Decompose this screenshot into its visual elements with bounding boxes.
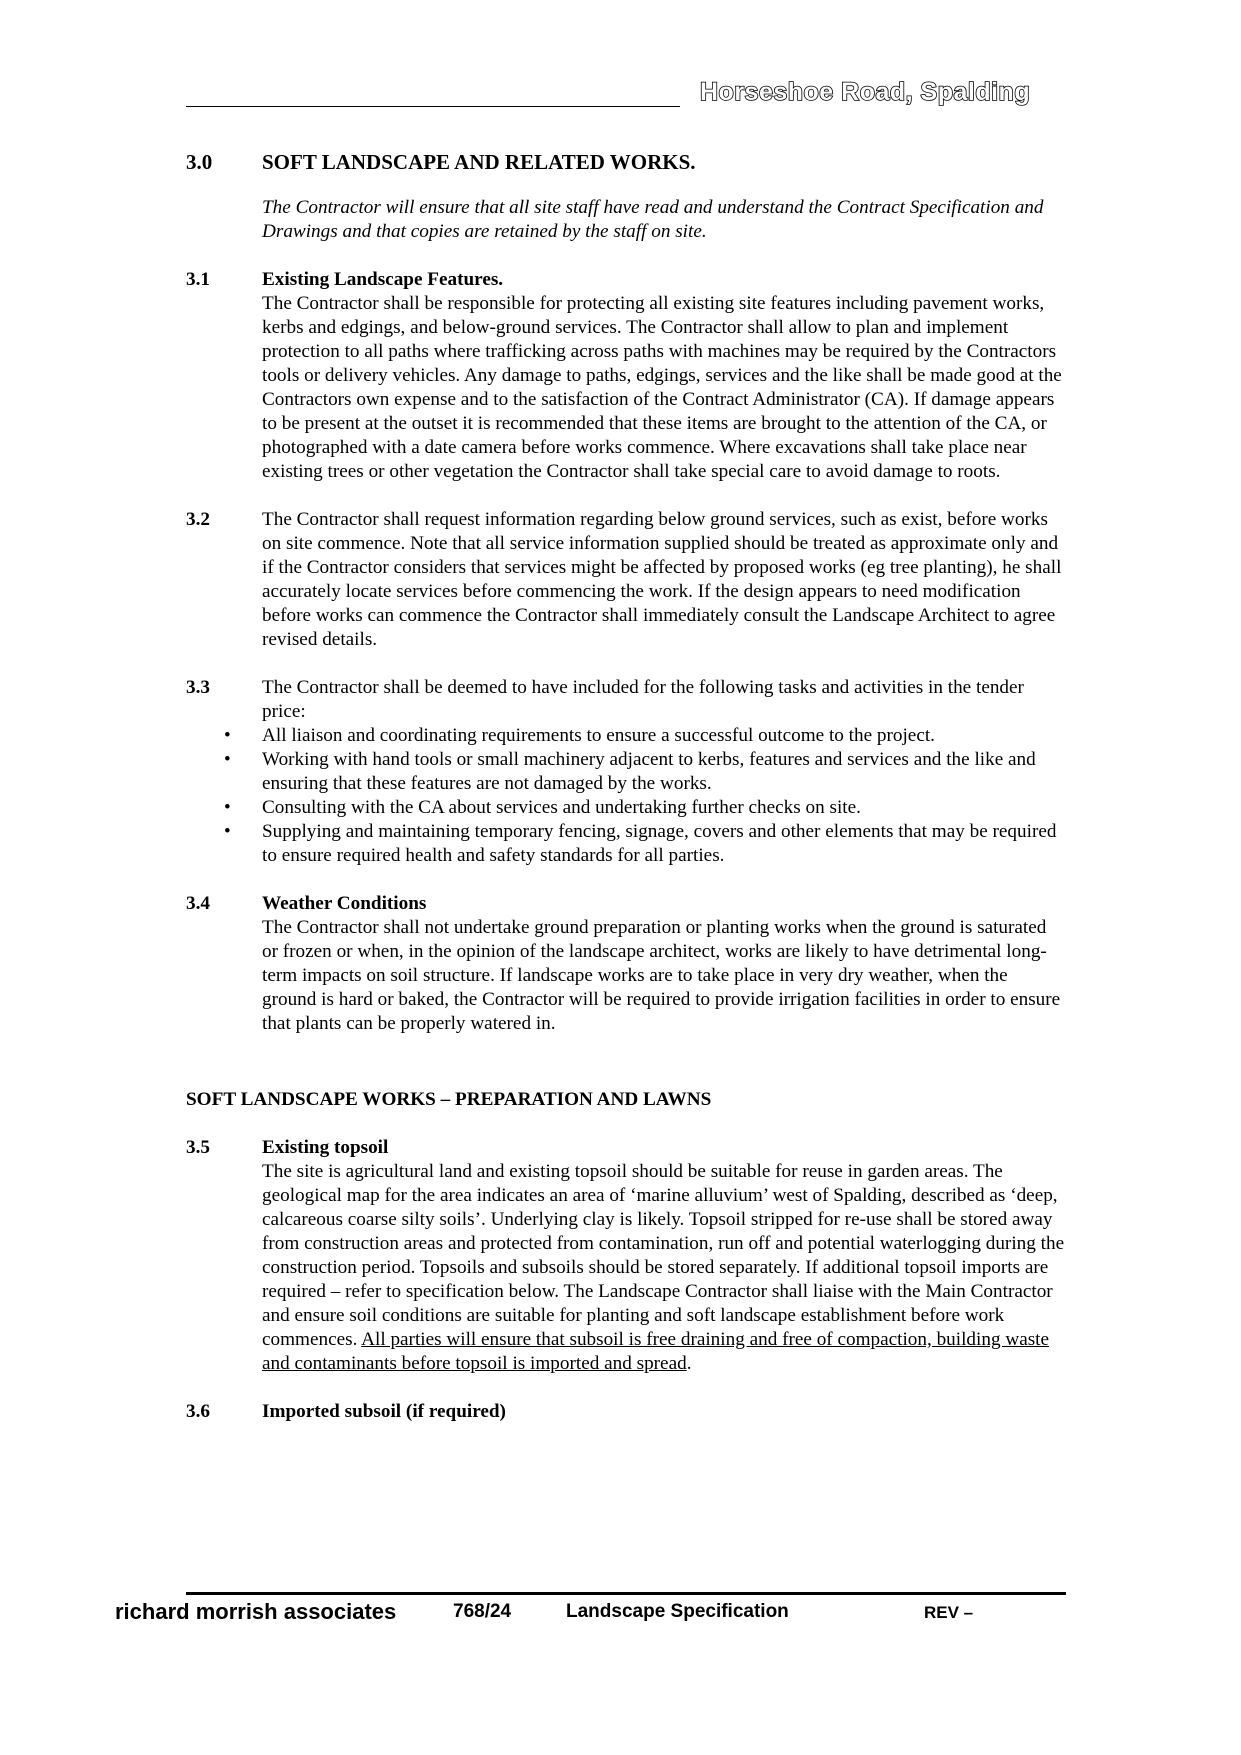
section-text: The Contractor shall be deemed to have included for the following tasks and activities in the tender price: bbox=[262, 677, 1024, 722]
section-number: 3.5 bbox=[186, 1137, 210, 1158]
section-text-end: . bbox=[686, 1353, 692, 1374]
section-3-3 bbox=[186, 676, 1066, 868]
footer-company: richard morrish associates bbox=[115, 1599, 397, 1624]
subsection-heading: SOFT LANDSCAPE WORKS – PREPARATION AND LAWNS bbox=[186, 1089, 712, 1110]
section-text: The Contractor shall request information regarding below ground services, such as exist, before works on site commence. Note that all service information supplied should be treated as approximate only and if the Contractor considers that services might be affected by proposed works (eg tree planting), he shall accurately locate services before commencing the work. If the design appears to need modification before works can commence the Contractor shall immediately consult the Landscape Architect to agree revised details. bbox=[262, 509, 1062, 650]
section-text bbox=[262, 1160, 1066, 1376]
section-3-0 bbox=[186, 150, 1066, 196]
section-text-main: The site is agricultural land and existing topsoil should be suitable for reuse in garden areas. The geological map for the area indicates an area of ‘marine alluvium’ west of Spalding, described as ‘deep, calcareous coarse silty soils’. Underlying clay is likely. Topsoil stripped for re-use shall be stored away from construction areas and protected from contamination, run off and potential waterlogging during the construction period. Topsoils and subsoils should be stored separately. If additional topsoil imports are required – refer to specification below. The Landscape Contractor shall liaise with the Main Contractor and ensure soil conditions are suitable for planting and soft landscape establishment before work commences. bbox=[262, 1161, 1065, 1350]
footer-job-number: 768/24 bbox=[453, 1601, 512, 1622]
section-3-2 bbox=[186, 508, 1066, 652]
section-number: 3.6 bbox=[186, 1401, 210, 1422]
section-number: 3.4 bbox=[186, 893, 210, 914]
intro-text: The Contractor will ensure that all site staff have read and understand the Contract Specification and Drawings and that copies are retained by the staff on site. bbox=[262, 197, 1044, 242]
section-number: 3.2 bbox=[186, 509, 210, 530]
section-number: 3.3 bbox=[186, 677, 210, 698]
section-title: SOFT LANDSCAPE AND RELATED WORKS. bbox=[262, 150, 696, 174]
underlined-requirement: All parties will ensure that subsoil is free draining and free of compaction, building waste and contaminants before topsoil is imported and spread bbox=[262, 1329, 1050, 1374]
section-3-4 bbox=[186, 892, 1066, 1036]
footer-rule bbox=[186, 1592, 1066, 1595]
header-title: Horseshoe Road, Spalding bbox=[700, 78, 1031, 106]
section-3-1 bbox=[186, 268, 1066, 484]
task-list bbox=[186, 724, 1066, 868]
section-number: 3.0 bbox=[186, 150, 213, 174]
section-number: 3.1 bbox=[186, 269, 210, 290]
list-item: • All liaison and coordinating requirements to ensure a successful outcome to the project. bbox=[186, 724, 1066, 748]
document-body bbox=[186, 150, 1066, 1448]
section-3-5 bbox=[186, 1136, 1066, 1376]
section-3-6 bbox=[186, 1400, 1066, 1424]
list-item: • Consulting with the CA about services and undertaking further checks on site. bbox=[186, 796, 1066, 820]
section-text: The Contractor shall not undertake ground preparation or planting works when the ground is saturated or frozen or when, in the opinion of the landscape architect, works are likely to have detrimental long-term impacts on soil structure. If landscape works are to take place in very dry weather, when the ground is hard or baked, the Contractor will be required to provide irrigation facilities in order to ensure that plants can be properly watered in. bbox=[262, 917, 1061, 1034]
section-heading: Weather Conditions bbox=[262, 893, 427, 914]
section-heading: Existing Landscape Features. bbox=[262, 269, 504, 290]
header-rule bbox=[186, 106, 680, 107]
list-item: • Working with hand tools or small machinery adjacent to kerbs, features and services and the like and ensuring that these features are not damaged by the works. bbox=[186, 748, 1066, 796]
footer-document-title: Landscape Specification bbox=[566, 1601, 789, 1622]
footer-revision: REV – bbox=[924, 1603, 974, 1622]
list-item: • Supplying and maintaining temporary fencing, signage, covers and other elements that may be required to ensure required health and safety standards for all parties. bbox=[186, 820, 1066, 868]
section-heading: Existing topsoil bbox=[262, 1137, 389, 1158]
section-text: The Contractor shall be responsible for protecting all existing site features including pavement works, kerbs and edgings, and below-ground services. The Contractor shall allow to plan and implement protection to all paths where trafficking across paths with machines may be required by the Contractors tools or delivery vehicles. Any damage to paths, edgings, services and the like shall be made good at the Contractors own expense and to the satisfaction of the Contract Administrator (CA). If damage appears to be present at the outset it is recommended that these items are brought to the attention of the CA, or photographed with a date camera before works commence. Where excavations shall take place near existing trees or other vegetation the Contractor shall take special care to avoid damage to roots. bbox=[262, 293, 1062, 482]
section-heading: Imported subsoil (if required) bbox=[262, 1401, 506, 1422]
